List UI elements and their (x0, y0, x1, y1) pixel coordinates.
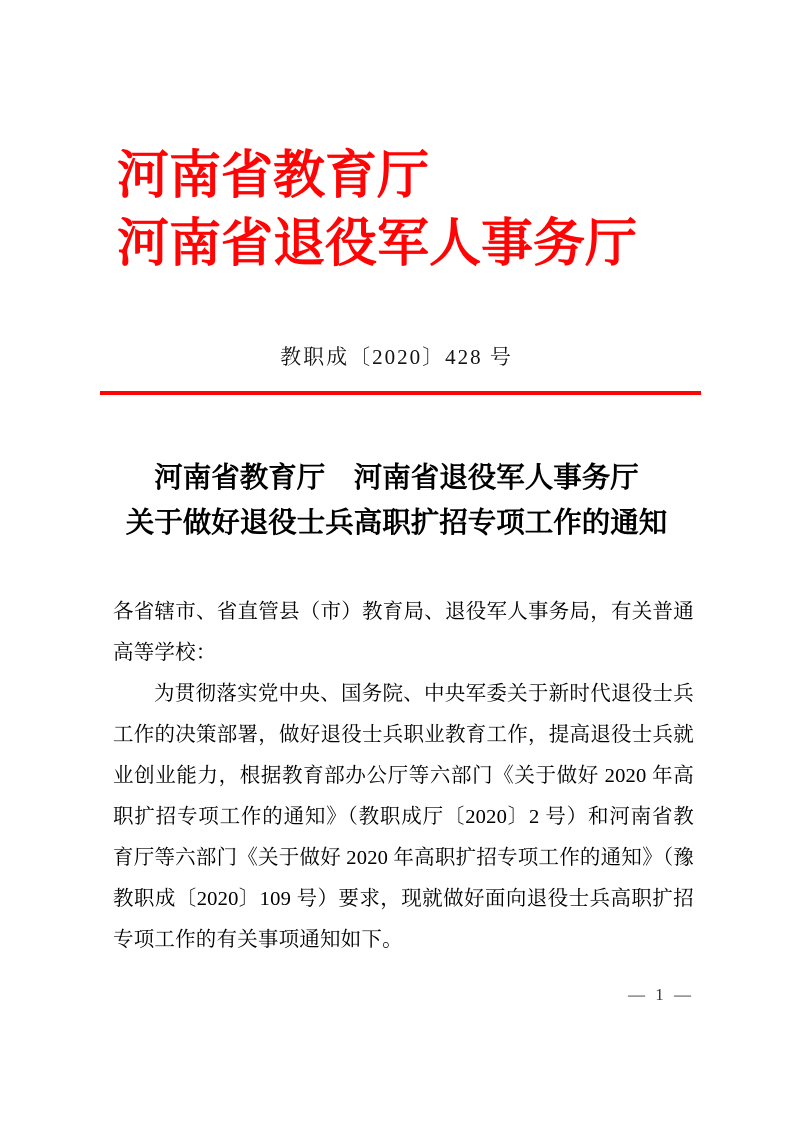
notice-title-line-2: 关于做好退役士兵高职扩招专项工作的通知 (125, 508, 668, 539)
document-reference-number: 教职成〔2020〕428 号 (280, 345, 513, 369)
body-paragraph-1: 为贯彻落实党中央、国务院、中央军委关于新时代退役士兵工作的决策部署，做好退役士兵职业教育工作，提高退役士兵就业创业能力，根据教育部办公厅等六部门《关于做好 2020 年高职扩招专项工作的通知》（教职成厅〔2020〕2 号）和河南省教育厅等六部门《关于做好 2020 年高职扩招专项工作的通知》（豫教职成〔2020〕109 号）要求，现就做好面向退役士兵高职扩招专项工作的有关事项通知如下。 (113, 683, 694, 951)
notice-title-line-1: 河南省教育厅 河南省退役军人事务厅 (154, 463, 639, 494)
agency-name-line-1: 河南省教育厅 (117, 148, 430, 205)
agency-name-line-2: 河南省退役军人事务厅 (117, 216, 638, 273)
page-number: — 1 — (628, 985, 694, 1004)
salutation-paragraph: 各省辖市、省直管县（市）教育局、退役军人事务局，有关普通高等学校： (113, 601, 694, 664)
notice-body (113, 592, 694, 961)
red-divider-line (100, 391, 701, 395)
